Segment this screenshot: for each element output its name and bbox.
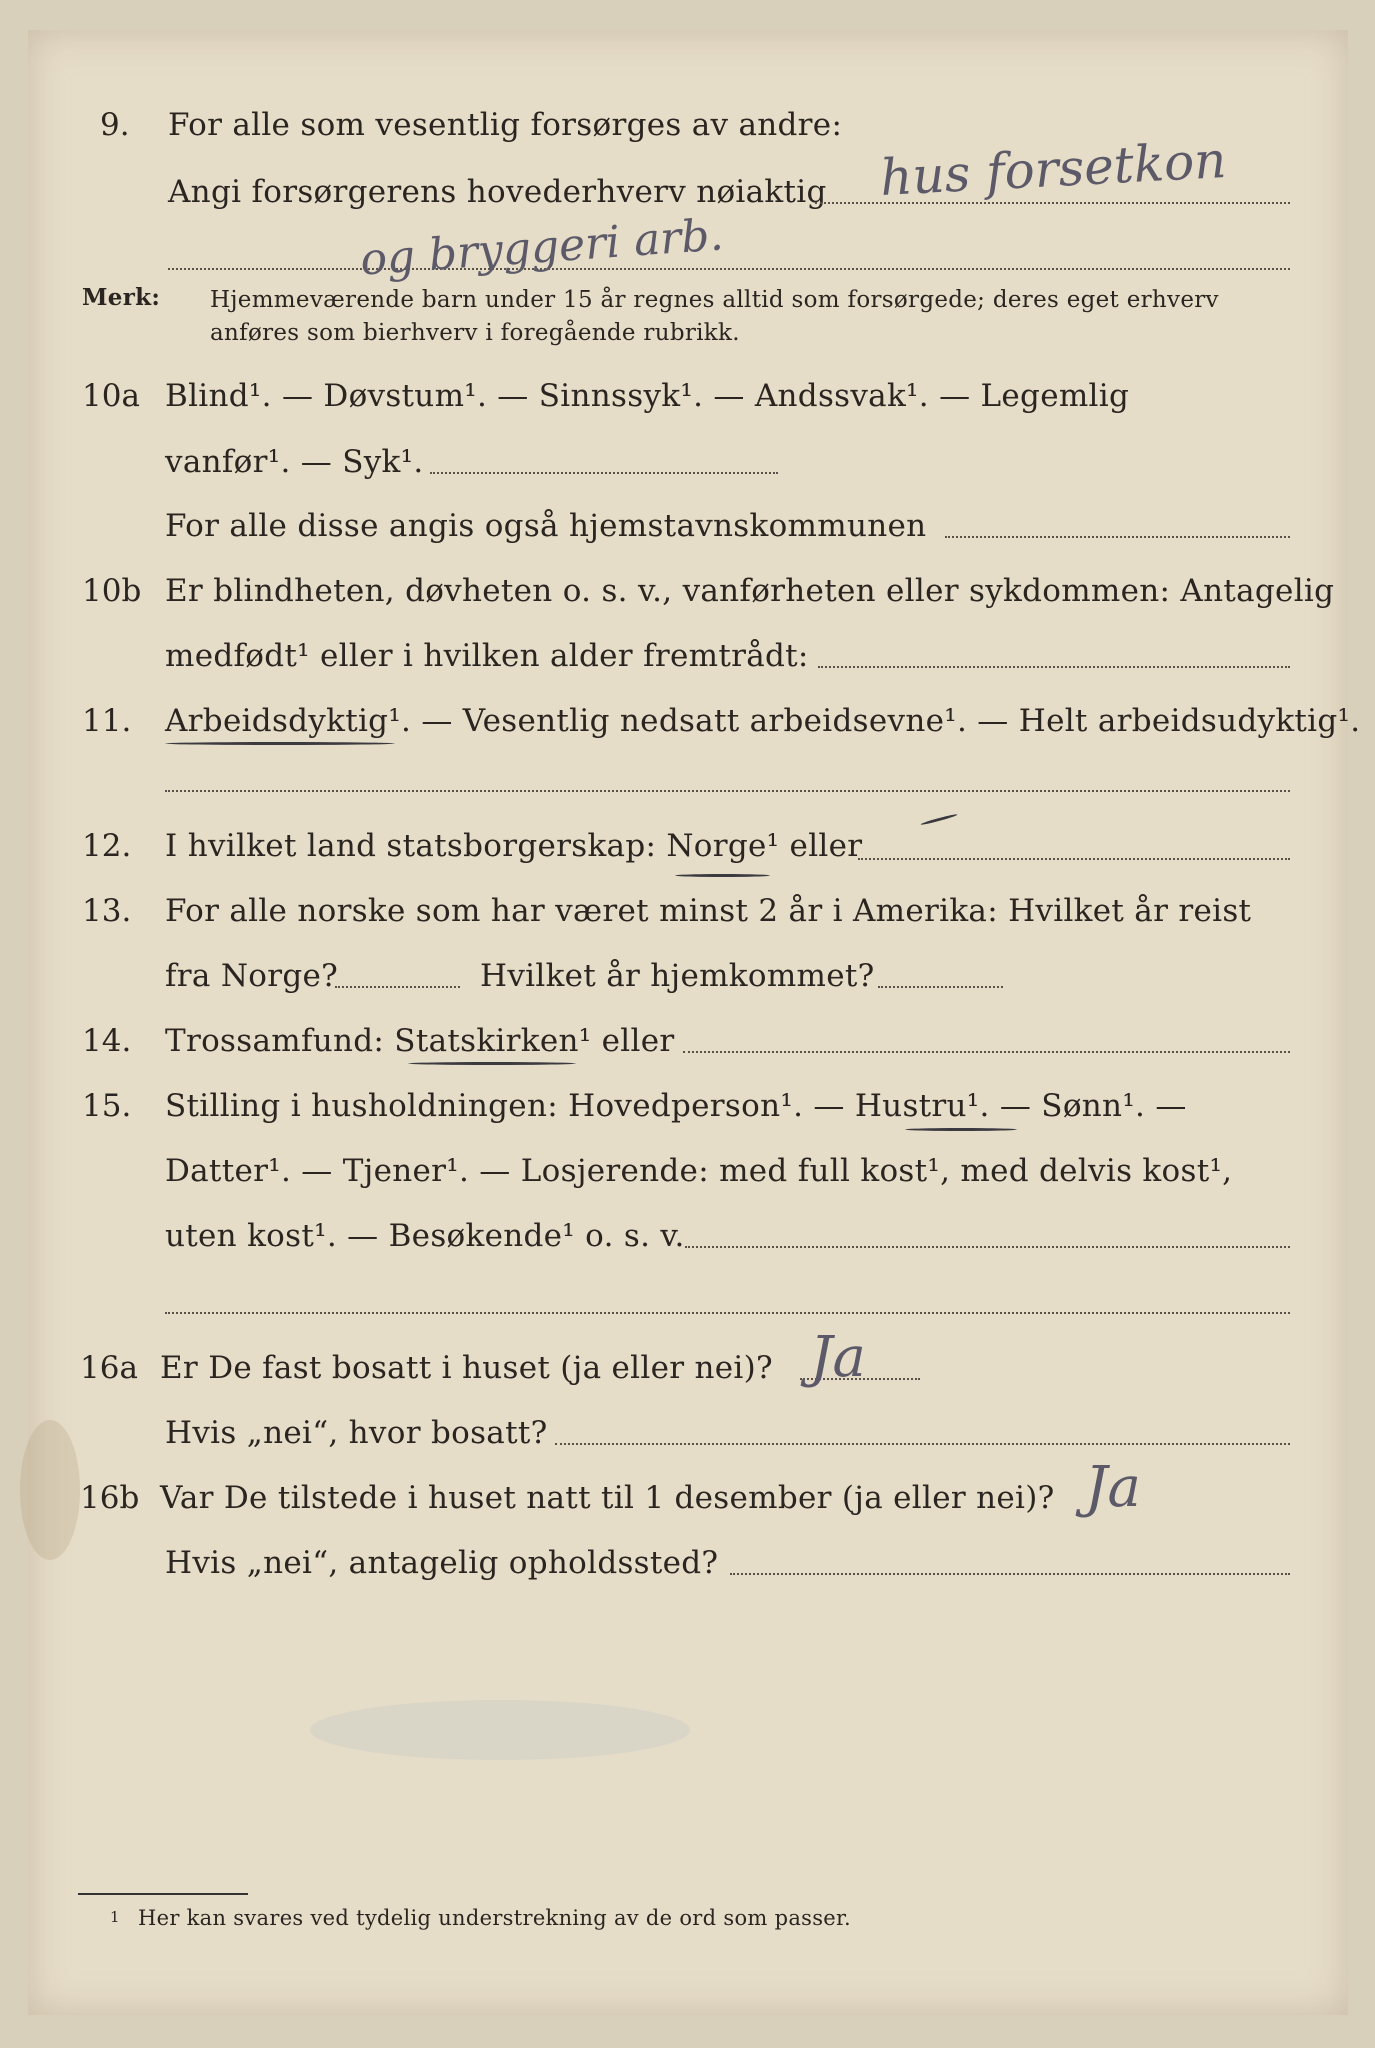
question-9-number: 9.	[100, 107, 130, 143]
footnote-mark: 1	[110, 1908, 120, 1926]
handwritten-answer-9: hus forsetkon	[878, 130, 1228, 208]
underline-arbeidsdyktig	[165, 742, 395, 745]
merk-line1: Hjemmeværende barn under 15 år regnes alltid som forsørgede; deres eget erhverv	[210, 287, 1219, 313]
answer-line	[858, 858, 1290, 860]
question-13-line1: For alle norske som har været minst 2 år i Amerika: Hvilket år reist	[165, 893, 1252, 929]
answer-line	[683, 1051, 1290, 1053]
handwritten-answer-9-cont: og bryggeri arb.	[358, 209, 725, 286]
question-11-number: 11.	[82, 703, 132, 739]
paper-stain	[20, 1420, 80, 1560]
question-12-number: 12.	[82, 828, 132, 864]
answer-line	[165, 1312, 1290, 1314]
question-9-line1: For alle som vesentlig forsørges av andre:	[168, 107, 843, 143]
question-13-number: 13.	[82, 893, 132, 929]
footnote-text: Her kan svares ved tydelig understrekning av de ord som passer.	[138, 1906, 852, 1930]
question-16a-number: 16a	[80, 1350, 138, 1386]
question-10b-line1: Er blindheten, døvheten o. s. v., vanførheten eller sykdommen: Antagelig	[165, 573, 1335, 609]
answer-line	[430, 472, 778, 474]
question-10a-number: 10a	[82, 378, 140, 414]
question-16a-line1: Er De fast bosatt i huset (ja eller nei)?	[160, 1350, 773, 1386]
question-13-line2b: Hvilket år hjemkommet?	[480, 958, 875, 994]
question-14-number: 14.	[82, 1023, 132, 1059]
question-10b-line2: medfødt¹ eller i hvilken alder fremtrådt:	[165, 638, 809, 674]
question-15-number: 15.	[82, 1088, 132, 1124]
faded-ink-mark	[310, 1700, 690, 1760]
answer-line	[685, 1246, 1290, 1248]
underline-norge	[675, 874, 770, 877]
question-10a-line3: For alle disse angis også hjemstavnskommunen	[165, 508, 927, 544]
handwritten-answer-16a: Ja	[810, 1325, 866, 1390]
question-15-line2: Datter¹. — Tjener¹. — Losjerende: med full kost¹, med delvis kost¹,	[165, 1153, 1233, 1189]
question-14-line1: Trossamfund: Statskirken¹ eller	[165, 1023, 675, 1059]
question-16a-line2: Hvis „nei“, hvor bosatt?	[165, 1415, 548, 1451]
answer-line	[165, 790, 1290, 792]
footnote-rule	[78, 1893, 248, 1895]
answer-line	[168, 268, 1290, 270]
merk-label: Merk:	[82, 284, 161, 311]
question-15-line1: Stilling i husholdningen: Hovedperson¹. — Hustru¹. — Sønn¹. —	[165, 1088, 1187, 1124]
underline-statskirken	[408, 1062, 576, 1065]
question-13-line2a: fra Norge?	[165, 958, 339, 994]
answer-line	[335, 986, 460, 988]
merk-line2: anføres som bierhverv i foregående rubrikk.	[210, 320, 740, 346]
answer-line	[878, 986, 1003, 988]
question-16b-number: 16b	[80, 1480, 140, 1516]
question-10a-line1: Blind¹. — Døvstum¹. — Sinnssyk¹. — Andssvak¹. — Legemlig	[165, 378, 1130, 414]
question-10b-number: 10b	[82, 573, 142, 609]
question-11-line1: Arbeidsdyktig¹. — Vesentlig nedsatt arbeidsevne¹. — Helt arbeidsudyktig¹.	[165, 703, 1361, 739]
question-15-line3: uten kost¹. — Besøkende¹ o. s. v.	[165, 1218, 685, 1254]
question-16b-line2: Hvis „nei“, antagelig opholdssted?	[165, 1545, 719, 1581]
answer-line	[730, 1573, 1290, 1575]
underline-hustru	[905, 1128, 1017, 1131]
question-10a-line2: vanfør¹. — Syk¹.	[165, 444, 424, 480]
question-16b-line1: Var De tilstede i huset natt til 1 desember (ja eller nei)?	[160, 1480, 1055, 1516]
handwritten-answer-16b: Ja	[1085, 1455, 1141, 1520]
answer-line	[945, 536, 1290, 538]
question-12-line1: I hvilket land statsborgerskap: Norge¹ eller	[165, 828, 863, 864]
question-9-line2: Angi forsørgerens hovederhverv nøiaktig	[168, 174, 827, 210]
answer-line	[818, 666, 1290, 668]
answer-line	[555, 1443, 1290, 1445]
